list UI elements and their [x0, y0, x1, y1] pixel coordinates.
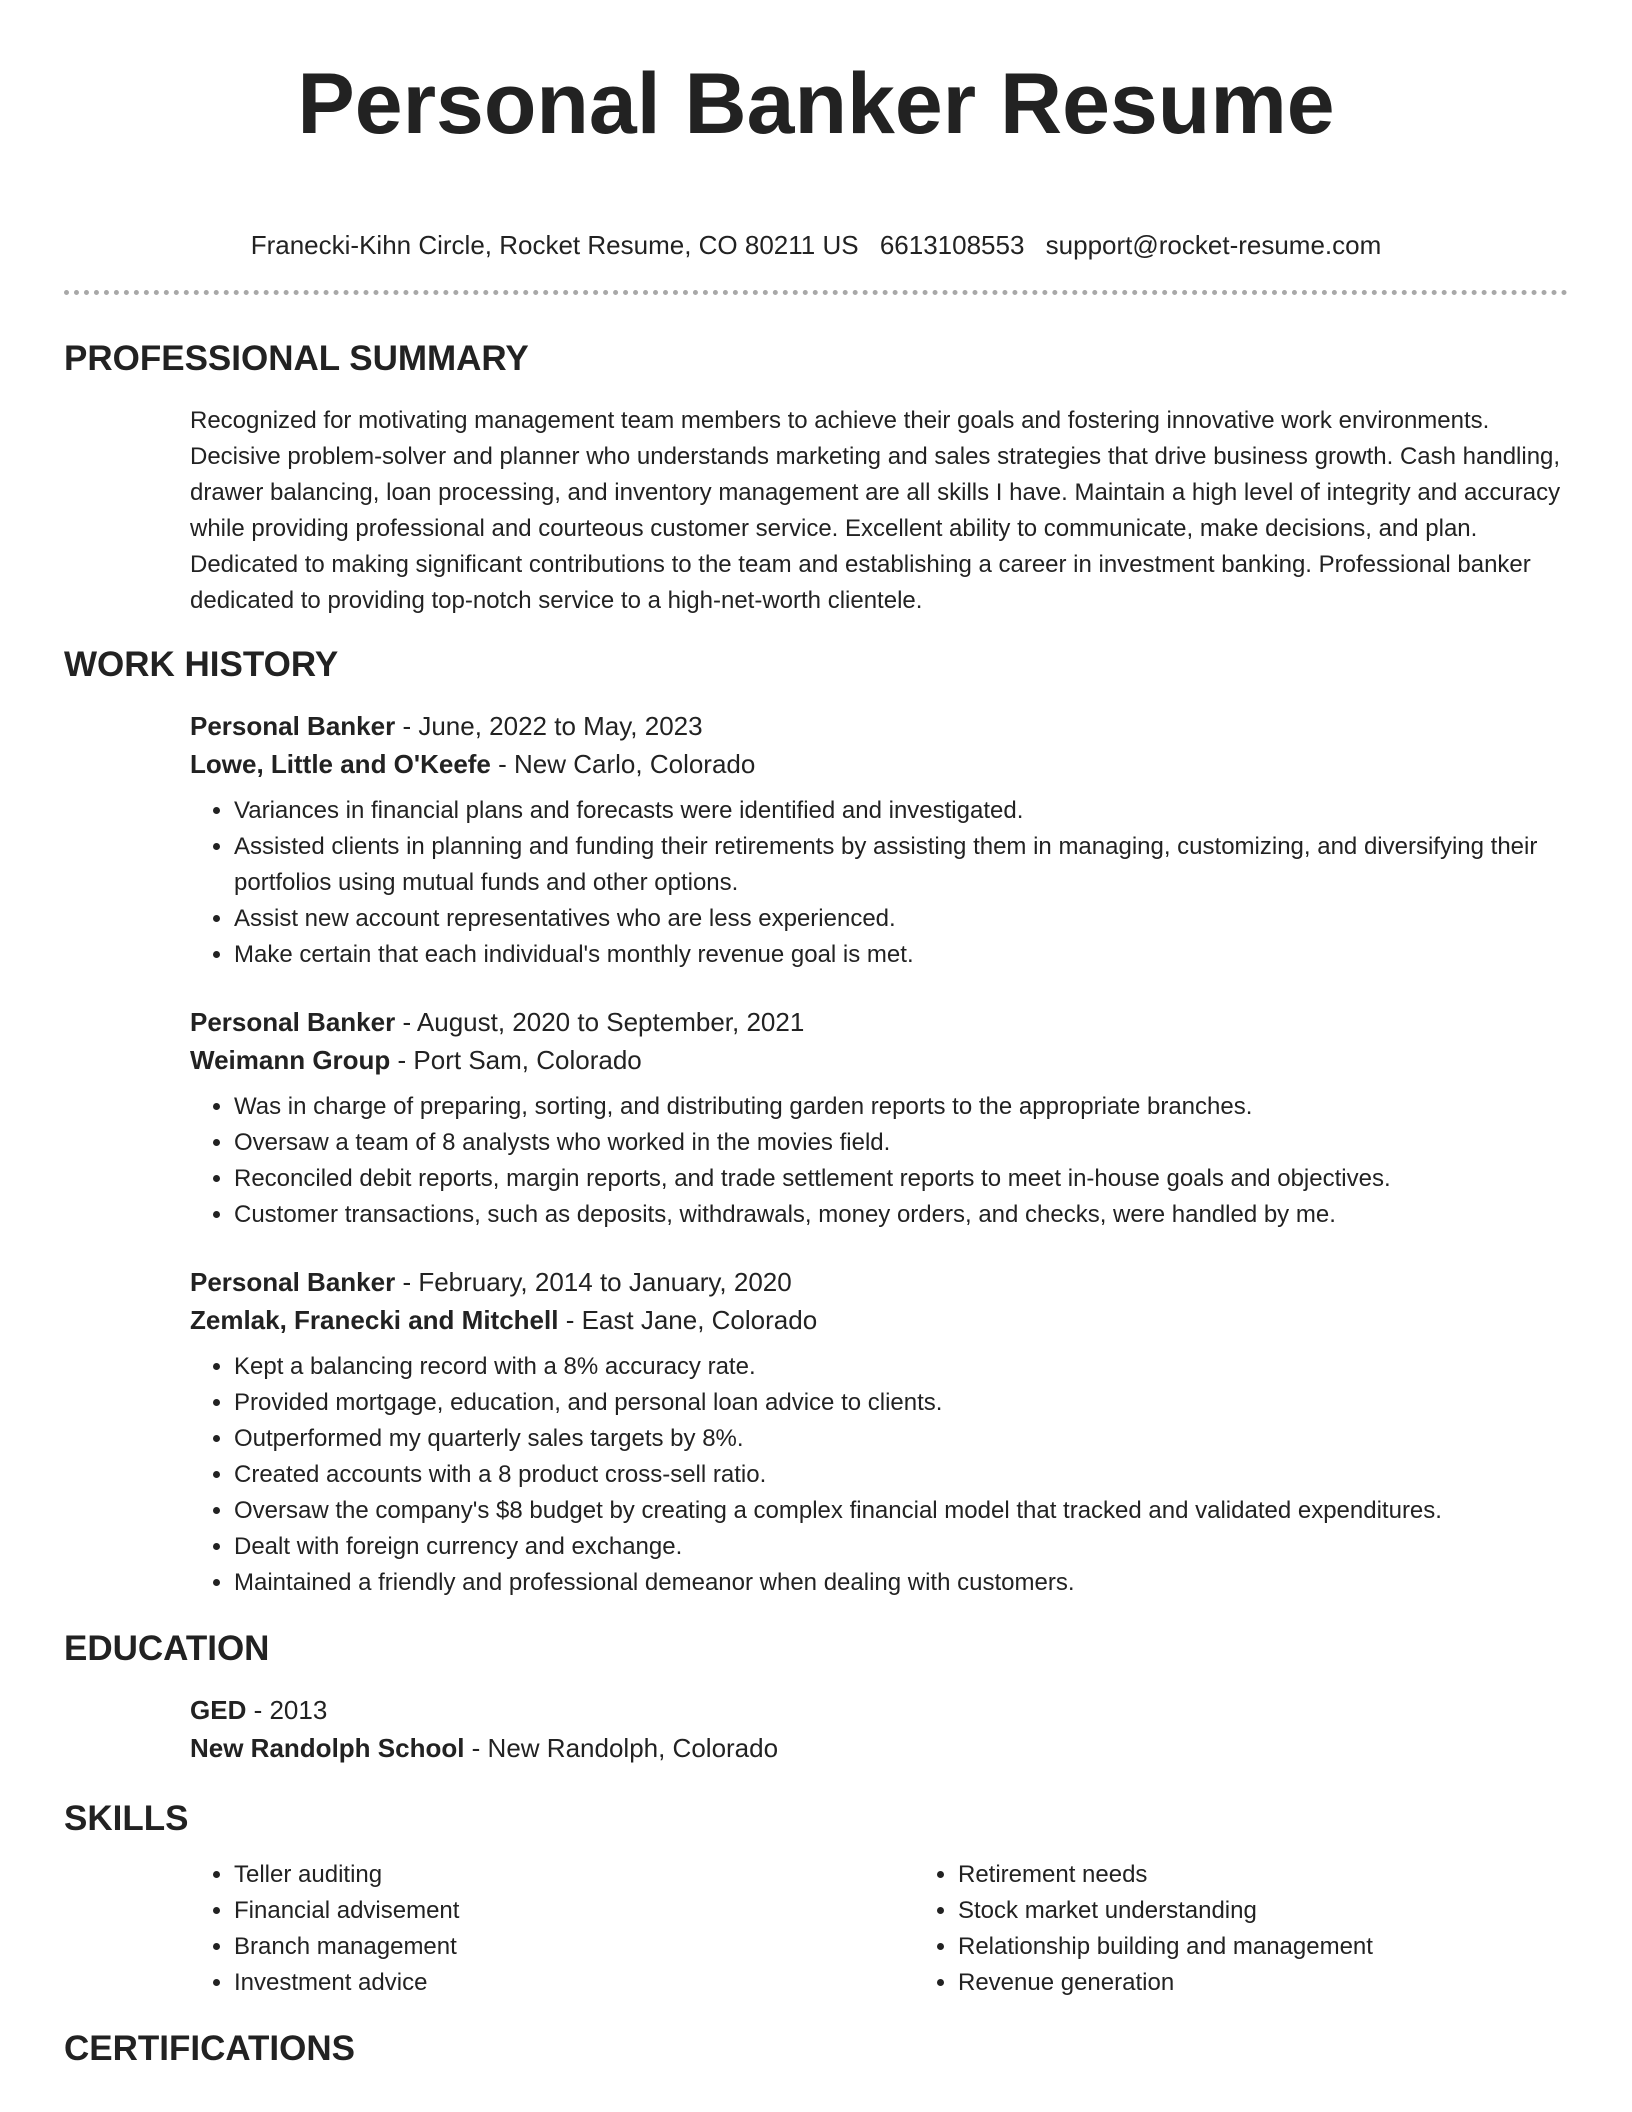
education-year: - 2013 — [246, 1695, 328, 1725]
job-title-line — [190, 1003, 1568, 1041]
list-item: • Assist new account representatives who are less experienced. — [234, 901, 1568, 937]
resume-title: Personal Banker Resume — [297, 56, 1335, 152]
list-item: • Created accounts with a 8 product cross-sell ratio. — [234, 1457, 1568, 1493]
education-degree: GED — [190, 1695, 247, 1725]
list-item: • Was in charge of preparing, sorting, and distributing garden reports to the appropriate branches. — [234, 1089, 1568, 1125]
skill-item: • Investment advice — [234, 1965, 914, 2001]
skills-columns — [190, 1857, 1568, 2001]
job-bullets — [190, 1089, 1568, 1233]
list-item: • Provided mortgage, education, and personal loan advice to clients. — [234, 1385, 1568, 1421]
summary-heading: PROFESSIONAL SUMMARY — [64, 339, 529, 378]
job-bullets — [190, 793, 1568, 973]
job-location: - New Carlo, Colorado — [490, 749, 756, 779]
contact-line — [64, 228, 1568, 262]
list-item: • Assisted clients in planning and funding their retirements by assisting them in managing, customizing, and diversifying their portfolios using mutual funds and other options. — [234, 829, 1568, 901]
job-location: - Port Sam, Colorado — [390, 1045, 642, 1075]
education-heading: EDUCATION — [64, 1629, 270, 1668]
work-heading: WORK HISTORY — [64, 645, 339, 684]
skills-heading: SKILLS — [64, 1799, 189, 1838]
job-dates: - February, 2014 to January, 2020 — [395, 1267, 792, 1297]
list-item: • Customer transactions, such as deposits, withdrawals, money orders, and checks, were handled by me. — [234, 1197, 1568, 1233]
skill-item: • Branch management — [234, 1929, 914, 1965]
job-dates: - August, 2020 to September, 2021 — [395, 1007, 805, 1037]
contact-phone: 6613108553 — [879, 230, 1025, 260]
summary-block — [190, 403, 1568, 619]
skill-item: • Stock market understanding — [958, 1893, 1632, 1929]
skills-right-list — [914, 1857, 1632, 2001]
contact-address: Franecki-Kihn Circle, Rocket Resume, CO 80211 US — [250, 230, 859, 260]
job-bullets — [190, 1349, 1568, 1601]
list-item: • Oversaw a team of 8 analysts who worked in the movies field. — [234, 1125, 1568, 1161]
education-location: - New Randolph, Colorado — [464, 1733, 779, 1763]
list-item: • Dealt with foreign currency and exchange. — [234, 1529, 1568, 1565]
job-company: Lowe, Little and O'Keefe — [190, 749, 491, 779]
job-company: Weimann Group — [190, 1045, 391, 1075]
list-item: • Kept a balancing record with a 8% accuracy rate. — [234, 1349, 1568, 1385]
list-item: • Maintained a friendly and professional demeanor when dealing with customers. — [234, 1565, 1568, 1601]
list-item: • Oversaw the company's $8 budget by creating a complex financial model that tracked and validated expenditures. — [234, 1493, 1568, 1529]
skill-item: • Relationship building and management — [958, 1929, 1632, 1965]
skill-item: • Teller auditing — [234, 1857, 914, 1893]
list-item: • Outperformed my quarterly sales targets by 8%. — [234, 1421, 1568, 1457]
list-item: • Reconciled debit reports, margin reports, and trade settlement reports to meet in-house goals and objectives. — [234, 1161, 1568, 1197]
skill-item: • Financial advisement — [234, 1893, 914, 1929]
skill-item: • Revenue generation — [958, 1965, 1632, 2001]
skill-item: • Retirement needs — [958, 1857, 1632, 1893]
education-degree-line — [190, 1691, 1568, 1729]
job-title: Personal Banker — [190, 1267, 396, 1297]
job-title: Personal Banker — [190, 1007, 396, 1037]
job-title: Personal Banker — [190, 711, 396, 741]
contact-email: support@rocket-resume.com — [1045, 230, 1382, 260]
list-item: • Make certain that each individual's monthly revenue goal is met. — [234, 937, 1568, 973]
certifications-heading: CERTIFICATIONS — [64, 2029, 356, 2068]
list-item: • Variances in financial plans and forecasts were identified and investigated. — [234, 793, 1568, 829]
job-location: - East Jane, Colorado — [558, 1305, 818, 1335]
job-2 — [190, 1003, 1568, 1233]
job-title-line — [190, 707, 1568, 745]
job-1 — [190, 707, 1568, 973]
job-company: Zemlak, Franecki and Mitchell — [190, 1305, 559, 1335]
education-school-line — [190, 1729, 1568, 1767]
job-company-line — [190, 1041, 1568, 1079]
education-school: New Randolph School — [190, 1733, 465, 1763]
header-divider — [64, 290, 1568, 295]
summary-text: Recognized for motivating management team members to achieve their goals and fostering innovative work environments. Decisive problem-solver and planner who understands marketing and sales strategies that drive business growth. Cash handling, drawer balancing, loan processing, and inventory management are all skills I have. Maintain a high level of integrity and accuracy while providing professional and courteous customer service. Excellent ability to communicate, make decisions, and plan. Dedicated to making significant contributions to the team and establishing a career in investment banking. Professional banker dedicated to providing top-notch service to a high-net-worth clientele. — [190, 407, 1561, 614]
job-company-line — [190, 745, 1568, 783]
education-block — [190, 1691, 1568, 1767]
job-title-line — [190, 1263, 1568, 1301]
job-dates: - June, 2022 to May, 2023 — [395, 711, 703, 741]
job-company-line — [190, 1301, 1568, 1339]
skills-left-list — [190, 1857, 914, 2001]
job-3 — [190, 1263, 1568, 1601]
